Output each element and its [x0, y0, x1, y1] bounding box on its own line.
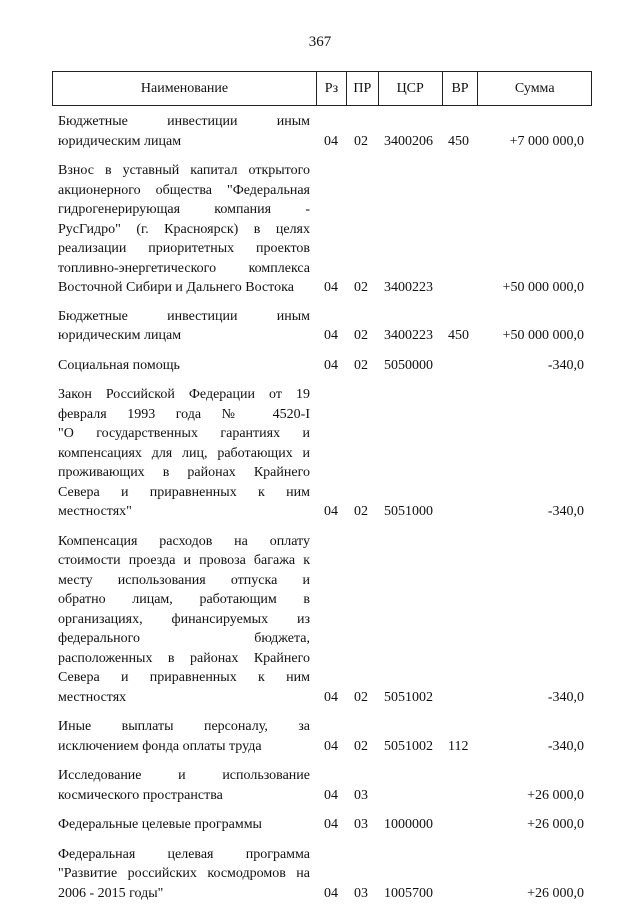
row-rz: 04	[324, 885, 338, 901]
row-name-line: 2006 - 2015 годы"	[58, 885, 164, 901]
header-name: Наименование	[140, 80, 229, 96]
row-csr: 3400206	[384, 133, 433, 149]
row-pr: 02	[354, 328, 368, 343]
row-sum: +50 000 000,0	[502, 280, 584, 295]
row-name-line: организациях, финансируемых из	[58, 611, 310, 627]
table-row	[52, 717, 592, 756]
row-rz: 04	[324, 357, 338, 373]
row-name	[52, 307, 316, 346]
header-sum: Сумма	[477, 72, 591, 105]
row-vr: 450	[448, 328, 469, 343]
row-name-line: "Развитие российских космодромов на	[58, 866, 310, 881]
table-row	[52, 112, 592, 151]
row-vr: 112	[448, 738, 469, 754]
row-pr: 03	[354, 885, 368, 901]
table-row	[52, 356, 592, 376]
row-pr: 03	[354, 787, 368, 803]
row-csr: 5051002	[384, 738, 433, 754]
row-name-line: акционерного общества "Федеральная	[58, 182, 310, 198]
row-sum: +7 000 000,0	[509, 133, 584, 149]
row-name	[52, 532, 316, 708]
row-name-line: компенсациях для лиц, работающих и	[58, 445, 310, 461]
row-name-line: Социальная помощь	[58, 357, 180, 373]
row-name	[52, 112, 316, 151]
row-pr: 02	[354, 738, 368, 754]
page-number: 367	[308, 34, 332, 50]
row-name-line: федерального бюджета,	[58, 631, 310, 646]
row-sum: -340,0	[547, 504, 584, 519]
table-row	[52, 766, 592, 805]
table-row	[52, 845, 592, 904]
header-pr: ПР	[346, 72, 378, 105]
row-name-line: Севера и приравненных к ним	[58, 670, 310, 685]
row-name-line: РусГидро" (г. Красноярск) в целях	[58, 221, 310, 237]
row-name	[52, 815, 316, 835]
row-rz: 04	[324, 738, 338, 754]
row-name-line: реализации приоритетных проектов	[58, 241, 310, 256]
row-name-line: обратно лицам, работающим в	[58, 592, 310, 607]
table-row	[52, 161, 592, 298]
row-name-line: Федеральные целевые программы	[58, 817, 262, 832]
row-rz: 04	[324, 328, 338, 343]
row-csr: 3400223	[384, 328, 433, 343]
table-body	[52, 112, 592, 903]
row-rz: 04	[324, 787, 338, 803]
row-rz: 04	[324, 280, 338, 295]
table-row	[52, 815, 592, 835]
row-name-line: космического пространства	[58, 787, 223, 803]
header-csr: ЦСР	[378, 72, 442, 105]
row-name-line: проживающих в районах Крайнего	[58, 465, 310, 480]
row-sum: +26 000,0	[527, 885, 584, 901]
row-name-line: "О государственных гарантиях и	[58, 426, 310, 441]
row-pr: 02	[354, 504, 368, 519]
row-name-line: местностях	[58, 689, 127, 705]
row-name-line: расположенных в районах Крайнего	[58, 650, 310, 666]
row-pr: 02	[354, 280, 368, 295]
row-rz: 04	[324, 817, 338, 832]
row-name-line: юридическим лицам	[58, 328, 182, 343]
row-sum: -340,0	[547, 357, 584, 373]
row-vr: 450	[448, 133, 469, 149]
row-csr: 3400223	[384, 280, 433, 295]
row-csr: 5051000	[384, 504, 433, 519]
row-pr: 02	[354, 357, 368, 373]
header-vr: ВР	[442, 72, 478, 105]
row-name-line: месту использования отпуска и	[58, 572, 310, 588]
header-rz: Рз	[316, 72, 346, 105]
budget-table	[52, 71, 592, 903]
row-rz: 04	[324, 133, 338, 149]
row-csr: 5050000	[384, 357, 433, 373]
row-name-line: Иные выплаты персоналу, за	[58, 719, 310, 734]
row-name	[52, 766, 316, 805]
row-rz: 04	[324, 504, 338, 519]
row-name-line: Компенсация расходов на оплату	[58, 533, 310, 549]
row-name	[52, 356, 316, 376]
row-name-line: топливно-энергетического комплекса	[58, 260, 310, 276]
row-name-line: юридическим лицам	[58, 133, 182, 149]
row-name-line: февраля 1993 года № 4520-I	[58, 406, 310, 422]
table-row	[52, 532, 592, 708]
row-name-line: гидрогенерирующая компания -	[58, 202, 310, 217]
row-name-line: местностях"	[58, 504, 132, 519]
row-name	[52, 845, 316, 904]
row-sum: -340,0	[547, 738, 584, 754]
row-pr: 02	[354, 133, 368, 149]
row-name-line: Федеральная целевая программа	[58, 846, 310, 862]
row-sum: +50 000 000,0	[502, 328, 584, 343]
row-name-line: Взнос в уставный капитал открытого	[58, 163, 310, 178]
table-row	[52, 307, 592, 346]
row-name	[52, 717, 316, 756]
row-sum: -340,0	[547, 689, 584, 705]
row-sum: +26 000,0	[527, 787, 584, 803]
row-csr: 1000000	[384, 817, 433, 832]
row-name-line: Восточной Сибири и Дальнего Востока	[58, 280, 294, 295]
row-csr: 1005700	[384, 885, 433, 901]
row-name	[52, 385, 316, 522]
row-name-line: стоимости проезда и провоза багажа к	[58, 553, 310, 568]
row-name-line: Исследование и использование	[58, 768, 310, 783]
row-pr: 02	[354, 689, 368, 705]
row-name-line: Бюджетные инвестиции иным	[58, 308, 310, 324]
row-csr: 5051002	[384, 689, 433, 705]
row-name	[52, 161, 316, 298]
row-name-line: Бюджетные инвестиции иным	[58, 114, 310, 129]
table-row	[52, 385, 592, 522]
row-name-line: Закон Российской Федерации от 19	[58, 387, 310, 402]
row-pr: 03	[354, 817, 368, 832]
table-header-row	[52, 71, 592, 106]
row-rz: 04	[324, 689, 338, 705]
row-sum: +26 000,0	[527, 817, 584, 832]
row-name-line: Севера и приравненных к ним	[58, 484, 310, 500]
row-name-line: исключением фонда оплаты труда	[58, 738, 262, 754]
